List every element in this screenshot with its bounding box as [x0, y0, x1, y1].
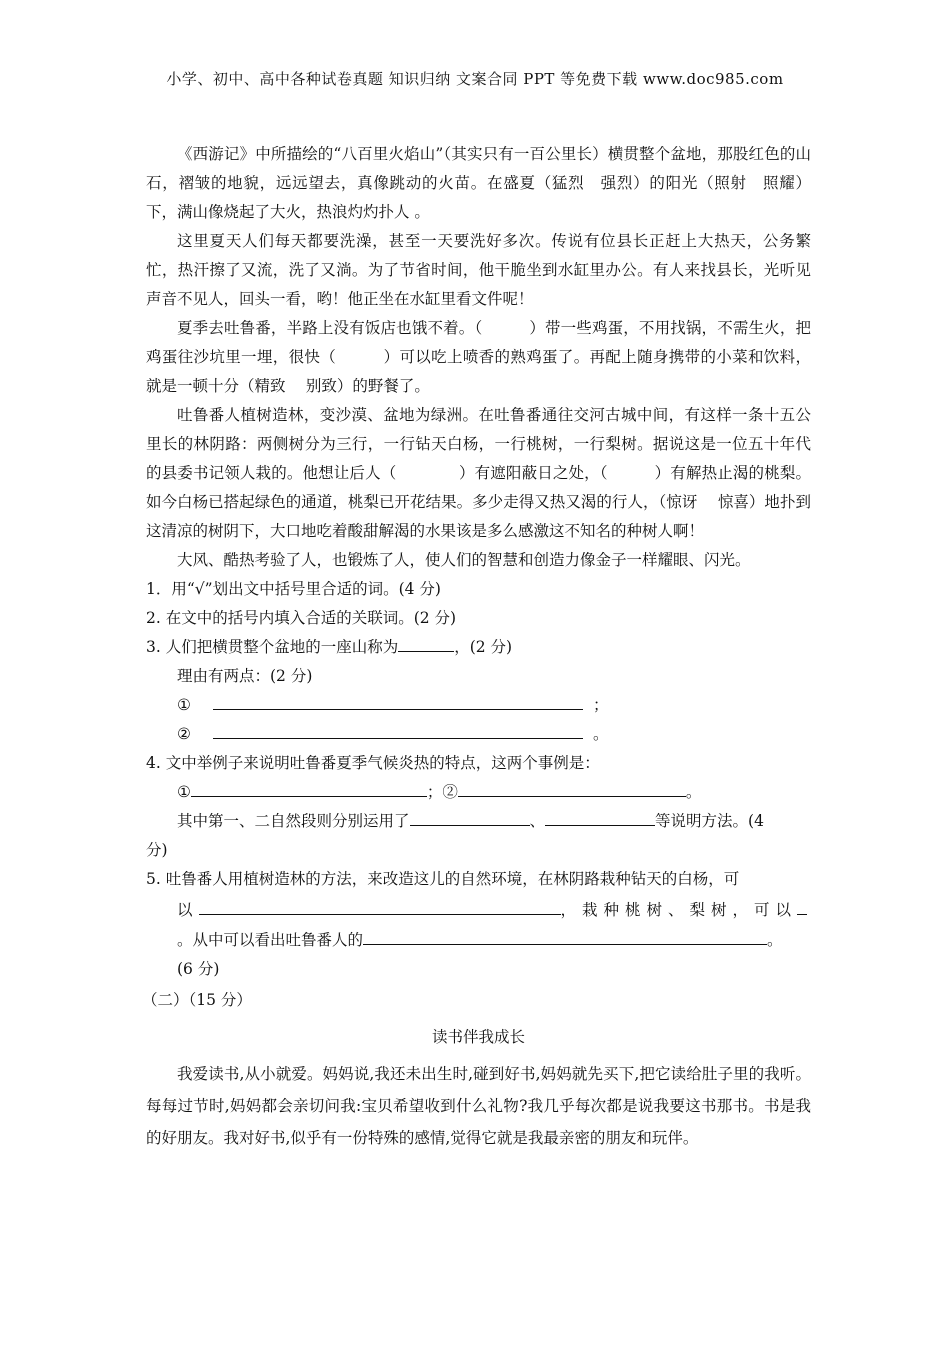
question-5-mid: ，栽种桃树、梨树，可以 — [560, 901, 798, 919]
methods-text: 其中第一、二自然段则分别运用了 — [177, 812, 410, 830]
semicolon: ； — [593, 696, 609, 714]
question-4: 4. 文中举例子来说明吐鲁番夏季气候炎热的特点，这两个事例是： — [146, 754, 600, 772]
separator: ；② — [426, 783, 458, 801]
circled-one: ① — [177, 696, 191, 714]
question-3 — [146, 633, 811, 662]
section-2-passage — [146, 1058, 811, 1154]
question-5-cont: 。从中可以看出吐鲁番人的 — [177, 931, 364, 949]
question-5-line-2 — [146, 894, 811, 926]
circled-one: ① — [177, 783, 191, 801]
question-5: 5. 吐鲁番人用植树造林的方法，来改造这儿的自然环境，在林阴路栽种钻天的白杨，可 — [146, 870, 740, 888]
story-paragraph-1: 我爱读书,从小就爱。妈妈说,我还未出生时,碰到好书,妈妈就先买下,把它读给肚子里的我听。每每过节时,妈妈都会亲切问我:宝贝希望收到什么礼物?我几乎每次都是说我要这书那书。书是我的好朋友。我对好书,似乎有一份特殊的感情,觉得它就是我最亲密的朋友和玩伴。 — [146, 1065, 811, 1147]
answer-blank-method-1[interactable] — [410, 811, 530, 826]
question-5-yi: 以 — [177, 901, 193, 919]
section-2-label: （二）（15 分） — [142, 991, 252, 1009]
passage-paragraph-5: 大风、酷热考验了人，也锻炼了人，使人们的智慧和创造力像金子一样耀眼、闪光。 — [177, 551, 751, 569]
methods-score: 等说明方法。(4 — [655, 812, 764, 830]
answer-blank-reason-2[interactable] — [213, 724, 583, 739]
separator: 、 — [529, 812, 546, 830]
question-list — [146, 575, 811, 984]
answer-blank-peach-pear[interactable] — [797, 900, 807, 915]
question-4-examples — [146, 778, 811, 807]
passage-paragraph-1: 《西游记》中所描绘的“八百里火焰山”（其实只有一百公里长）横贯整个盆地，那股红色的山石，褶皱的地貌，远远望去，真像跳动的火苗。在盛夏（猛烈 强烈）的阳光（照射 照耀）下，满山像烧起了大火，热浪灼灼扑人 。 — [146, 145, 811, 221]
period: 。 — [685, 783, 702, 801]
question-5-line-3 — [146, 926, 811, 955]
circled-two: ② — [177, 725, 191, 743]
question-4-score-tail: 分) — [146, 841, 168, 859]
passage-paragraph-2: 这里夏天人们每天都要洗澡，甚至一天要洗好多次。传说有位县长正赶上大热天，公务繁忙，热汗擦了又流，洗了又淌。为了节省时间，他干脆坐到水缸里办公。有人来找县长，光听见声音不见人，回头一看，哟！他正坐在水缸里看文件呢！ — [146, 232, 811, 308]
question-3-reason-2 — [146, 720, 811, 749]
exam-content — [142, 140, 811, 1154]
answer-blank-poplar[interactable] — [199, 900, 561, 915]
question-3-text: 3. 人们把横贯整个盆地的一座山称为 — [146, 638, 399, 656]
period: 。 — [767, 931, 783, 949]
question-4-methods — [146, 807, 811, 836]
answer-blank-spirit[interactable] — [363, 930, 767, 945]
question-1: 1．用“√”划出文中括号里合适的词。(4 分) — [146, 580, 441, 598]
reading-passage — [146, 140, 811, 575]
section-2-title: 读书伴我成长 — [431, 1028, 525, 1046]
question-3-score: ，(2 分) — [454, 638, 513, 656]
answer-blank-mountain[interactable] — [398, 637, 454, 652]
answer-blank-example-2[interactable] — [458, 782, 686, 797]
answer-blank-example-1[interactable] — [191, 782, 427, 797]
answer-blank-method-2[interactable] — [545, 811, 655, 826]
period: 。 — [593, 725, 609, 743]
question-3-reason-label: 理由有两点：(2 分) — [177, 667, 313, 685]
passage-paragraph-3: 夏季去吐鲁番，半路上没有饭店也饿不着。（ ）带一些鸡蛋，不用找锅，不需生火，把鸡蛋往沙坑里一埋，很快（ ）可以吃上喷香的熟鸡蛋了。再配上随身携带的小菜和饮料，就是一顿十分（精致 别致）的野餐了。 — [146, 319, 811, 395]
question-2: 2. 在文中的括号内填入合适的关联词。(2 分) — [146, 609, 457, 627]
question-3-reason-1 — [146, 691, 811, 720]
answer-blank-reason-1[interactable] — [213, 695, 583, 710]
question-5-score: (6 分) — [177, 960, 220, 978]
page-header: 小学、初中、高中各种试卷真题 知识归纳 文案合同 PPT 等免费下载 www.doc985.com — [166, 70, 784, 88]
passage-paragraph-4: 吐鲁番人植树造林，变沙漠、盆地为绿洲。在吐鲁番通往交河古城中间，有这样一条十五公里长的林阴路：两侧树分为三行，一行钻天白杨，一行桃树，一行梨树。据说这是一位五十年代的县委书记领人栽的。他想让后人（ ）有遮阳蔽日之处，（ ）有解热止渴的桃梨。如今白杨已搭起绿色的通道，桃梨已开花结果。多少走得又热又渴的行人，（惊讶 惊喜）地扑到这清凉的树阴下，大口地吃着酸甜解渴的水果该是多么感激这不知名的种树人啊！ — [146, 406, 811, 540]
